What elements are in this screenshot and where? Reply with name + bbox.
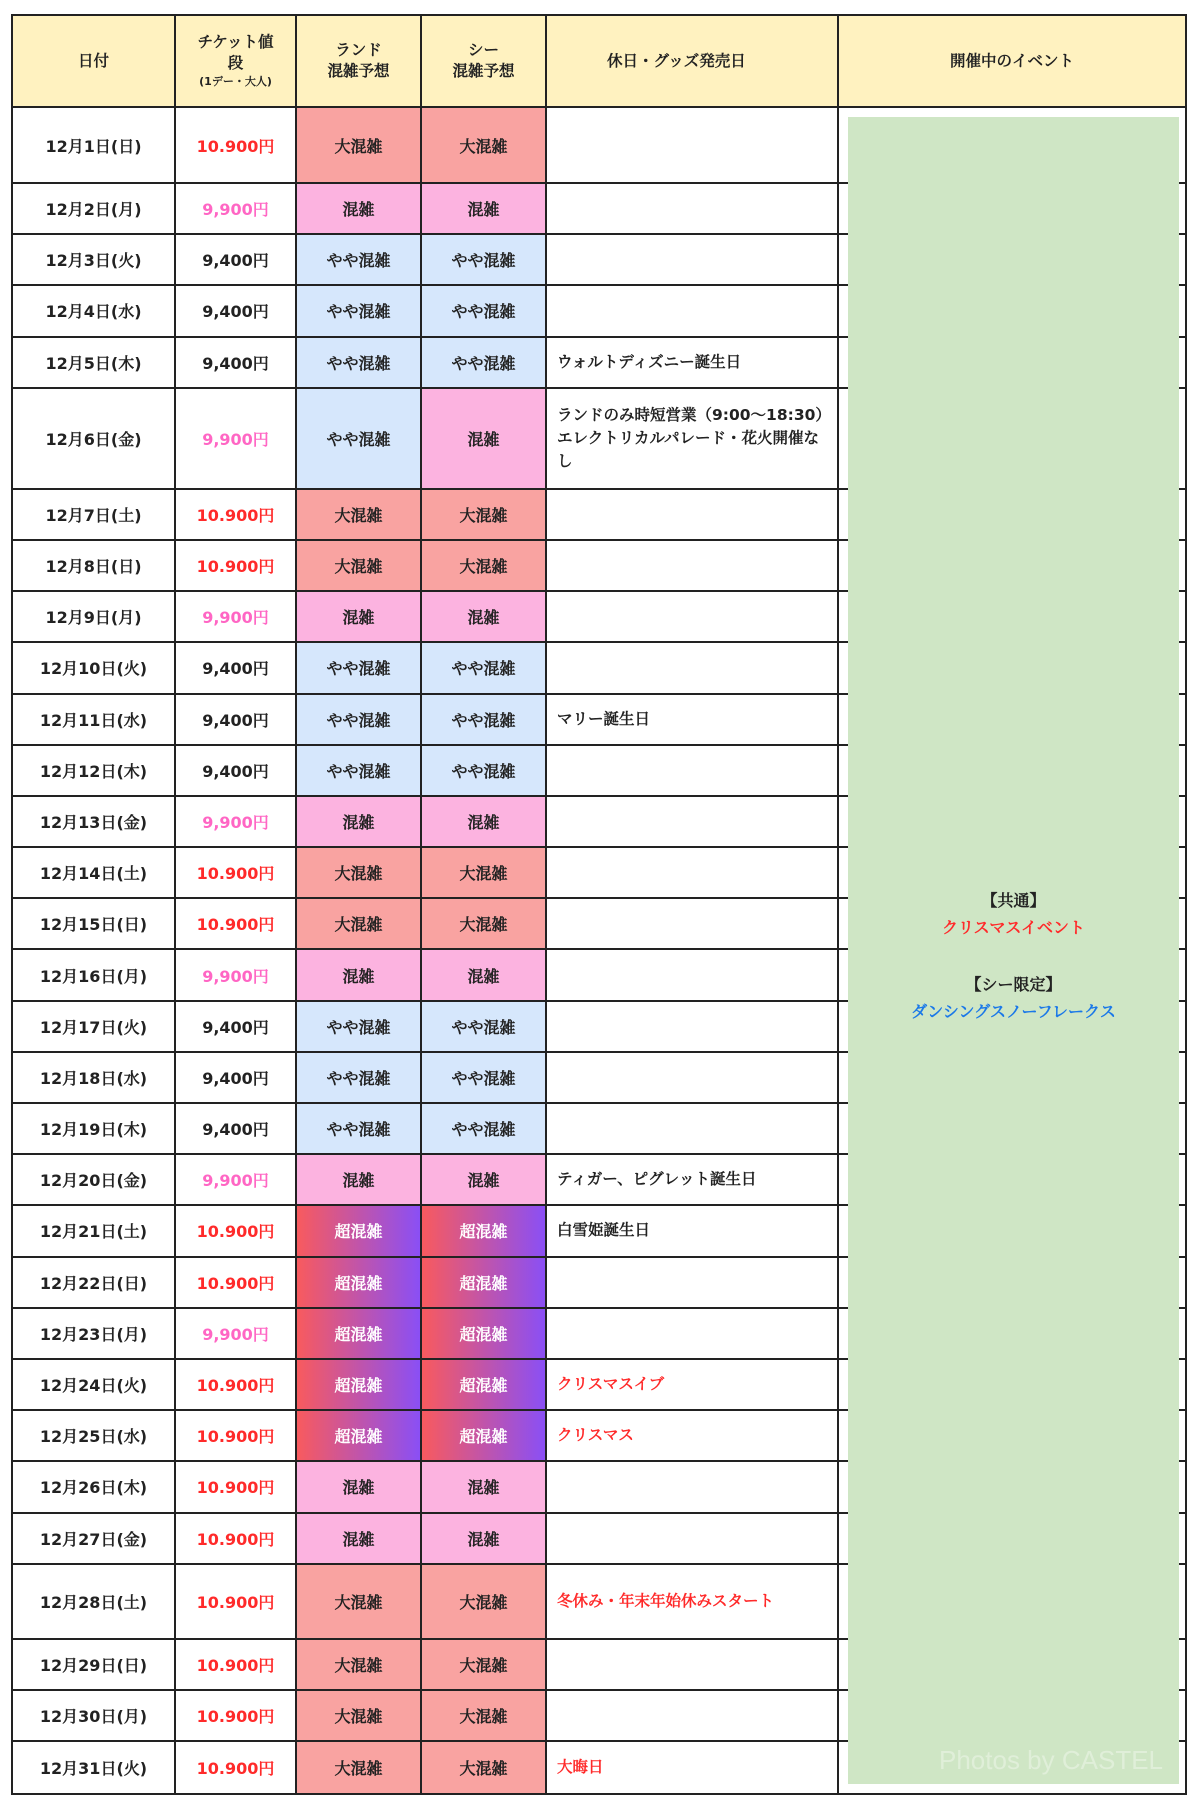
land-crowd-cell: 大混雑 [297,1640,422,1689]
holiday-note-cell [547,1053,839,1102]
price-cell: 10.900円 [176,1206,297,1255]
price-cell: 10.900円 [176,899,297,948]
sea-crowd-cell: 混雑 [422,184,547,233]
holiday-note-cell [547,848,839,897]
date-cell: 12月29日(日) [13,1640,176,1689]
holiday-note-cell: 白雪姫誕生日 [547,1206,839,1255]
price-cell: 10.900円 [176,1565,297,1638]
holiday-note-cell [547,1462,839,1511]
date-cell: 12月30日(月) [13,1691,176,1740]
date-cell: 12月24日(火) [13,1360,176,1409]
land-crowd-cell: やや混雑 [297,1104,422,1153]
land-crowd-cell: 混雑 [297,1462,422,1511]
date-cell: 12月28日(土) [13,1565,176,1638]
sea-crowd-cell: やや混雑 [422,1053,547,1102]
sea-crowd-cell: 混雑 [422,592,547,641]
land-crowd-cell: 大混雑 [297,1742,422,1793]
price-cell: 9,400円 [176,235,297,284]
land-crowd-cell: 大混雑 [297,848,422,897]
price-cell: 10.900円 [176,1411,297,1460]
land-crowd-cell: 大混雑 [297,490,422,539]
holiday-note-cell [547,950,839,999]
sea-crowd-cell: やや混雑 [422,746,547,795]
sea-crowd-cell: 超混雑 [422,1206,547,1255]
sea-crowd-cell: 混雑 [422,1462,547,1511]
price-cell: 9,400円 [176,1053,297,1102]
sea-crowd-cell: 超混雑 [422,1411,547,1460]
land-crowd-cell: 混雑 [297,592,422,641]
table-header-row [13,16,1185,108]
sea-crowd-cell: やや混雑 [422,338,547,387]
holiday-note-cell [547,235,839,284]
date-cell: 12月1日(日) [13,108,176,182]
sea-crowd-cell: 大混雑 [422,108,547,182]
date-cell: 12月8日(日) [13,541,176,590]
land-crowd-cell: 超混雑 [297,1309,422,1358]
sea-crowd-cell: 大混雑 [422,1640,547,1689]
sea-crowd-cell: 混雑 [422,389,547,488]
watermark: Photos by CASTEL [939,1745,1163,1775]
holiday-note-cell: ウォルトディズニー誕生日 [547,338,839,387]
holiday-note-cell [547,541,839,590]
land-crowd-cell: やや混雑 [297,1053,422,1102]
land-crowd-cell: 大混雑 [297,108,422,182]
date-cell: 12月5日(木) [13,338,176,387]
sea-crowd-cell: やや混雑 [422,643,547,692]
date-cell: 12月6日(金) [13,389,176,488]
header-sea-line2: 混雑予想 [452,62,515,80]
holiday-note-cell [547,1258,839,1307]
price-cell: 10.900円 [176,1514,297,1563]
price-cell: 9,900円 [176,1155,297,1204]
event-panel [848,117,1179,1784]
price-cell: 9,400円 [176,338,297,387]
date-cell: 12月3日(火) [13,235,176,284]
date-cell: 12月13日(金) [13,797,176,846]
date-cell: 12月12日(木) [13,746,176,795]
date-cell: 12月27日(金) [13,1514,176,1563]
sea-crowd-cell: 大混雑 [422,490,547,539]
land-crowd-cell: 混雑 [297,1155,422,1204]
date-cell: 12月10日(火) [13,643,176,692]
price-cell: 9,400円 [176,1002,297,1051]
price-cell: 9,900円 [176,184,297,233]
land-crowd-cell: 大混雑 [297,541,422,590]
price-cell: 10.900円 [176,848,297,897]
price-cell: 9,400円 [176,643,297,692]
sea-crowd-cell: 大混雑 [422,848,547,897]
price-cell: 10.900円 [176,1360,297,1409]
land-crowd-cell: やや混雑 [297,643,422,692]
date-cell: 12月2日(月) [13,184,176,233]
holiday-note-cell [547,1691,839,1740]
land-crowd-cell: 大混雑 [297,1691,422,1740]
sea-crowd-cell: やや混雑 [422,1104,547,1153]
header-land-line1: ランド [335,41,382,59]
sea-crowd-cell: 大混雑 [422,1742,547,1793]
land-crowd-cell: 混雑 [297,797,422,846]
header-event: 開催中のイベント [839,16,1185,106]
header-holiday: 休日・グッズ発売日 [547,16,839,106]
date-cell: 12月26日(木) [13,1462,176,1511]
sea-crowd-cell: 大混雑 [422,1691,547,1740]
date-cell: 12月19日(木) [13,1104,176,1153]
holiday-note-cell [547,286,839,335]
price-cell: 10.900円 [176,108,297,182]
land-crowd-cell: 混雑 [297,950,422,999]
holiday-note-cell: ランドのみ時短営業（9:00〜18:30）エレクトリカルパレード・花火開催なし [547,389,839,488]
header-land [297,16,422,106]
date-cell: 12月14日(土) [13,848,176,897]
date-cell: 12月15日(日) [13,899,176,948]
price-cell: 9,900円 [176,797,297,846]
land-crowd-cell: やや混雑 [297,695,422,744]
date-cell: 12月21日(土) [13,1206,176,1255]
sea-crowd-cell: 超混雑 [422,1309,547,1358]
land-crowd-cell: 大混雑 [297,1565,422,1638]
land-crowd-cell: 超混雑 [297,1411,422,1460]
land-crowd-cell: 混雑 [297,184,422,233]
holiday-note-cell: クリスマス [547,1411,839,1460]
date-cell: 12月31日(火) [13,1742,176,1793]
date-cell: 12月7日(土) [13,490,176,539]
sea-crowd-cell: やや混雑 [422,695,547,744]
land-crowd-cell: やや混雑 [297,389,422,488]
price-cell: 9,400円 [176,746,297,795]
holiday-note-cell [547,643,839,692]
sea-crowd-cell: 混雑 [422,950,547,999]
holiday-note-cell [547,797,839,846]
holiday-note-cell [547,490,839,539]
sea-crowd-cell: 超混雑 [422,1360,547,1409]
land-crowd-cell: やや混雑 [297,286,422,335]
date-cell: 12月9日(月) [13,592,176,641]
holiday-note-cell [547,1309,839,1358]
holiday-note-cell [547,1104,839,1153]
sea-crowd-cell: 混雑 [422,1155,547,1204]
sea-crowd-cell: 大混雑 [422,899,547,948]
event-common-label: 【共通】 [981,890,1046,910]
price-cell: 10.900円 [176,541,297,590]
event-common-name: クリスマスイベント [941,917,1086,937]
land-crowd-cell: 混雑 [297,1514,422,1563]
price-cell: 10.900円 [176,490,297,539]
price-cell: 10.900円 [176,1691,297,1740]
holiday-note-cell: ティガー、ピグレット誕生日 [547,1155,839,1204]
header-date: 日付 [13,16,176,106]
event-sea-name: ダンシングスノーフレークス [911,1001,1116,1021]
price-cell: 9,900円 [176,389,297,488]
land-crowd-cell: 大混雑 [297,899,422,948]
land-crowd-cell: 超混雑 [297,1360,422,1409]
land-crowd-cell: やや混雑 [297,235,422,284]
holiday-note-cell [547,592,839,641]
header-price-sub: (1デー・大人) [199,75,272,88]
holiday-note-cell [547,108,839,182]
price-cell: 10.900円 [176,1258,297,1307]
holiday-note-cell [547,899,839,948]
holiday-note-cell: 冬休み・年末年始休みスタート [547,1565,839,1638]
holiday-note-cell [547,1640,839,1689]
price-cell: 9,400円 [176,1104,297,1153]
sea-crowd-cell: 大混雑 [422,1565,547,1638]
land-crowd-cell: 超混雑 [297,1206,422,1255]
event-sea-label: 【シー限定】 [965,974,1062,994]
sea-crowd-cell: やや混雑 [422,286,547,335]
price-cell: 10.900円 [176,1742,297,1793]
date-cell: 12月18日(水) [13,1053,176,1102]
holiday-note-cell: マリー誕生日 [547,695,839,744]
price-cell: 9,900円 [176,592,297,641]
price-cell: 9,900円 [176,1309,297,1358]
sea-crowd-cell: やや混雑 [422,235,547,284]
holiday-note-cell [547,184,839,233]
date-cell: 12月16日(月) [13,950,176,999]
header-price-label: チケット値段 [197,33,274,72]
holiday-note-cell [547,746,839,795]
date-cell: 12月4日(水) [13,286,176,335]
holiday-note-cell [547,1002,839,1051]
price-cell: 10.900円 [176,1640,297,1689]
sea-crowd-cell: やや混雑 [422,1002,547,1051]
land-crowd-cell: 超混雑 [297,1258,422,1307]
date-cell: 12月23日(月) [13,1309,176,1358]
sea-crowd-cell: 大混雑 [422,541,547,590]
sea-crowd-cell: 超混雑 [422,1258,547,1307]
price-cell: 9,900円 [176,950,297,999]
date-cell: 12月11日(水) [13,695,176,744]
sea-crowd-cell: 混雑 [422,1514,547,1563]
holiday-note-cell: 大晦日 [547,1742,839,1793]
price-cell: 9,400円 [176,695,297,744]
header-price [176,16,297,106]
land-crowd-cell: やや混雑 [297,746,422,795]
date-cell: 12月22日(日) [13,1258,176,1307]
land-crowd-cell: やや混雑 [297,1002,422,1051]
date-cell: 12月17日(火) [13,1002,176,1051]
price-cell: 9,400円 [176,286,297,335]
holiday-note-cell [547,1514,839,1563]
header-sea [422,16,547,106]
header-land-line2: 混雑予想 [327,62,390,80]
header-sea-line1: シー [467,41,499,59]
date-cell: 12月20日(金) [13,1155,176,1204]
price-cell: 10.900円 [176,1462,297,1511]
sea-crowd-cell: 混雑 [422,797,547,846]
land-crowd-cell: やや混雑 [297,338,422,387]
holiday-note-cell: クリスマスイブ [547,1360,839,1409]
date-cell: 12月25日(水) [13,1411,176,1460]
